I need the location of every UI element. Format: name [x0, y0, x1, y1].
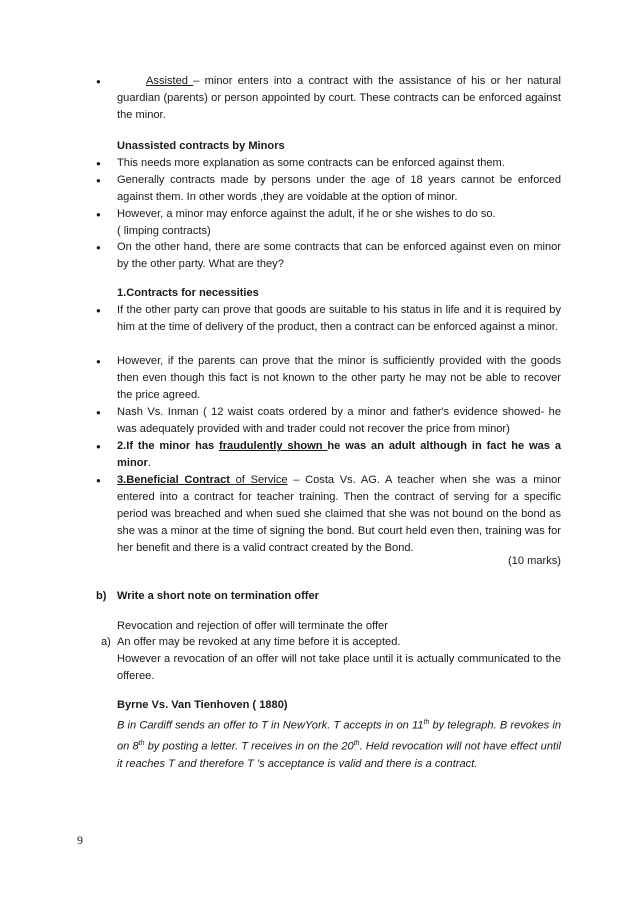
- fraud-text-a: 2.If the minor has: [117, 440, 220, 452]
- necessities-bullet-1: If the other party can prove that goods are suitable to his status in life and it is required by him at the time of delivery of the product, then a contract can be enforced against a minor.: [117, 304, 561, 334]
- revocation-intro: Revocation and rejection of offer will terminate the offer: [117, 620, 388, 632]
- case-text-1: B in Cardiff sends an offer to T in NewYork. T accepts in on 11: [117, 719, 424, 732]
- bullet-icon: ●: [96, 176, 101, 185]
- unassisted-bullet-1: This needs more explanation as some contracts can be enforced against them.: [117, 157, 505, 169]
- point-a-label: a): [101, 636, 111, 648]
- case-text-3: by posting a letter. T receives in on the 20: [144, 740, 354, 753]
- bullet-icon: ●: [96, 408, 101, 417]
- case-text-2: by telegraph. B revokes in on 8: [117, 719, 561, 753]
- marks-label: (10 marks): [507, 555, 561, 567]
- case-text: [117, 714, 561, 773]
- fraud-bullet: [117, 438, 561, 472]
- page-number: 9: [77, 833, 83, 847]
- bullet-icon: ●: [96, 357, 101, 366]
- ordinal-sup: th: [353, 739, 360, 747]
- necessities-heading: 1.Contracts for necessities: [117, 287, 259, 299]
- bullet-icon: ●: [96, 442, 101, 451]
- beneficial-contract-bullet: [117, 472, 561, 557]
- bullet-icon: ●: [96, 243, 101, 252]
- bullet-icon: ●: [96, 159, 101, 168]
- case-text-4: . Held revocation will not have effect until it reaches T and therefore T 's acceptance is valid and there is a contract.: [117, 740, 561, 770]
- unassisted-bullet-3: However, a minor may enforce against the adult, if he or she wishes to do so.: [117, 208, 496, 220]
- of-service-label: of Service: [235, 474, 288, 486]
- unassisted-heading: Unassisted contracts by Minors: [117, 140, 285, 152]
- fraud-text-period: .: [147, 457, 151, 470]
- case-heading: Byrne Vs. Van Tienhoven ( 1880): [117, 699, 288, 711]
- beneficial-contract-label: 3.Beneficial Contract: [117, 474, 236, 486]
- unassisted-bullet-2: Generally contracts made by persons under the age of 18 years cannot be enforced against them. In other words ,they are voidable at the option of minor.: [117, 174, 561, 204]
- necessities-bullet-2: However, if the parents can prove that the minor is sufficiently provided with the goods then even though this fact is not known to the other party he may not be able to recover the price agreed.: [117, 355, 561, 402]
- question-b-text: Write a short note on termination offer: [117, 590, 319, 602]
- limping-contracts-note: ( limping contracts): [117, 225, 211, 237]
- bullet-icon: ●: [96, 210, 101, 219]
- bullet-icon: ●: [96, 306, 101, 315]
- bullet-icon: ●: [96, 77, 101, 86]
- unassisted-bullet-4: On the other hand, there are some contracts that can be enforced against even on minor by the other party. What are they?: [117, 241, 561, 271]
- revocation-note: However a revocation of an offer will not take place until it is actually communicated to the offeree.: [117, 653, 561, 683]
- assisted-text: – minor enters into a contract with the assistance of his or her natural guardian (parents) or person appointed by court. These contracts can be enforced against the minor.: [117, 75, 561, 122]
- assisted-paragraph: [117, 73, 561, 124]
- ordinal-sup: th: [423, 719, 430, 726]
- fraud-text-c: he was an adult although in fact he was a minor: [117, 440, 561, 470]
- fraud-text-underlined: fraudulently shown: [219, 440, 328, 452]
- beneficial-contract-text: – Costa Vs. AG. A teacher when she was a minor entered into a contract for teacher training. Then the contract of serving for a specific period was breached and when sued she claimed that she was not bound on the bond as she was a minor at the time of signing the bond. But court held even then, training was for her benefit and there is a valid contract created by the Bond.: [117, 474, 561, 555]
- ordinal-sup: th: [138, 739, 145, 747]
- point-a-text: An offer may be revoked at any time before it is accepted.: [117, 636, 401, 648]
- assisted-term: Assisted: [146, 75, 194, 87]
- bullet-icon: ●: [96, 476, 101, 485]
- question-b-label: b): [96, 590, 107, 602]
- nash-inman-bullet: Nash Vs. Inman ( 12 waist coats ordered by a minor and father's evidence showed- he was adequately provided with and trader could not recover the price from minor): [117, 406, 561, 436]
